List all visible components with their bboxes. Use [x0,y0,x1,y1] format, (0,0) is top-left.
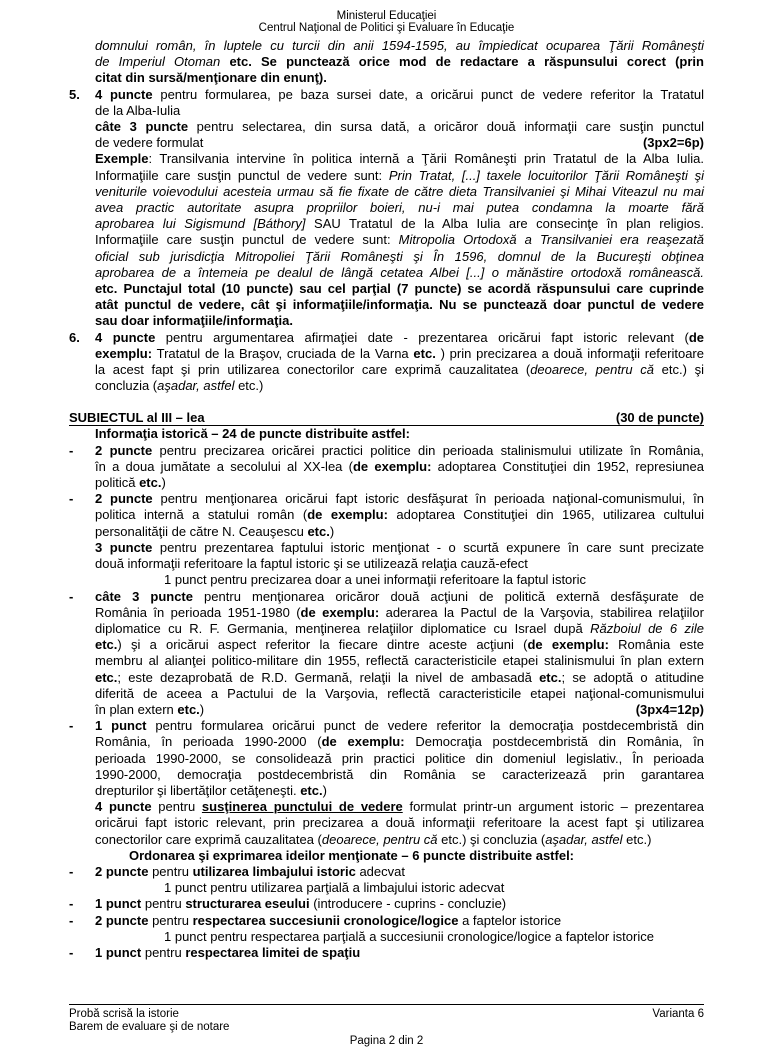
s3-bullet4-line2: România, în perioada 1990-2000 (de exemplu: Democraţia postdecembristă din România, în [95,734,704,750]
item5-example3: veniturile voievodului acesteia urmau să fie fixate de către dieta Transilvaniei şi Mihai Viteazul nu mai [95,183,704,199]
s3-bullet3-line3: diplomatice cu R. F. Germania, menţinerea relaţiilor diplomatice cu Israel după Războiul de 6 zile [95,620,704,636]
item5-line1: 5. 4 puncte pentru formularea, pe baza sursei date, a oricărui punct de vedere referitor la Tratatul [69,86,704,102]
s3-bullet3-line4: etc.) şi a oricărui aspect referitor la fiecare dintre aceste acţiuni (de exemplu: România este [95,637,704,653]
footer-variant: Varianta 6 [652,1008,704,1020]
item5-score: (3px2=6p) [642,135,704,151]
part1-line1: domnului român, în luptele cu turcii din anii 1594-1595, au împiedicat ocuparea Ţării Româneşti [95,38,704,53]
document-body [69,38,704,961]
footer-page-number: Pagina 2 din 2 [349,1035,424,1047]
item6-line1: 6. 4 puncte pentru argumentarea afirmaţiei date - prezentarea oricărui fapt istoric relevant (de [69,329,704,345]
item6-line3: la acest fapt şi prin utilizarea conectorilor care exprimă cauzalitatea (deoarece, pentru că etc.) şi [95,362,704,378]
s3-bullet3-line2: România în perioada 1951-1980 (de exemplu: aderarea la Pactul de la Varşovia, stabilirea relaţiilor [95,604,704,620]
item5-note1: etc. Punctajul total (10 puncte) sau cel parţial (7 puncte) se acordă răspunsului care cuprinde [95,281,704,297]
item5-example1: Exemple: Transilvania intervine în politica internă a Ţării Româneşti prin Tratatul de la Alba Iulia. [95,151,704,167]
item6-line4: concluzia (aşadar, astfel etc.) [95,378,264,394]
s3-bullet2-line3: personalităţii de către N. Ceauşescu etc.) [95,523,335,539]
s3-bullet2-line1: - 2 puncte pentru menţionarea oricărui fapt istoric desfăşurat în perioada naţional-comunismului, în [69,491,704,507]
item5-line2: de la Alba-Iulia [95,102,181,118]
order-item1-sub: 1 punct pentru utilizarea parţială a limbajului istoric adecvat [164,880,505,896]
header-ministry: Ministerul Educaţiei [336,10,437,22]
s3-bullet2-line2: politica internă a statului român (de exemplu: adoptarea Constituţiei din 1965, utilizarea cultului [95,507,705,523]
order-item3: - 2 puncte pentru respectarea succesiunii cronologice/logice a faptelor istorice [69,912,562,928]
item5-line4: de vedere formulat (3px2=6p) [95,135,704,151]
s3-bullet3-line5: membru al alianţei politico-militare din 1955, reflectă caracteristicile etapei stalinismului în plan extern [95,653,704,669]
section3-points: (30 de puncte) [615,410,704,426]
footer-exam: Probă scrisă la istorie [69,1008,179,1020]
order-item1: - 2 puncte pentru utilizarea limbajului istoric adecvat [69,863,405,879]
item5-number: 5. [69,86,80,102]
item6-line2: exemplu: Tratatul de la Braşov, cruciada de la Varna etc. ) prin precizarea a două informaţii referitoare [95,345,704,361]
s3-bullet4-line1: - 1 punct pentru formularea oricărui punct de vedere referitor la democraţia postdecembristă din [69,718,704,734]
item5-example6: Informaţiile care susţin punctul de vedere sunt: Mitropolia Ortodoxă a Transilvaniei era reaşezată [95,232,704,248]
footer-divider [69,1004,704,1005]
s3-bullet2-sub1: 3 puncte pentru prezentarea faptului istoric menţionat - o scurtă expunere în care sunt precizate [95,539,704,555]
section3-title: SUBIECTUL al III – lea (30 de puncte) [69,410,704,426]
s3-bullet4-line5: drepturilor şi libertăţilor cetăţeneşti. etc.) [95,782,327,798]
order-heading: Ordonarea şi exprimarea ideilor menţionate – 6 puncte distribuite astfel: [129,847,575,863]
part1-line3: citat din sursă/menţionare din enunţ). [95,70,327,86]
s3-bullet3-line8: în plan extern etc.) (3px4=12p) [95,701,704,717]
s3-bullet3-line7: diferită de aceea a Pactului de la Varşovia, reflectă caracteristicile etapei naţional-comunismului [95,685,704,701]
info-heading: Informaţia istorică – 24 de puncte distribuite astfel: [95,426,410,442]
s3-bullet1-line1: - 2 puncte pentru precizarea oricărei practici politice din perioada stalinismului utilizate în România, [69,442,704,458]
item5-line3: câte 3 puncte pentru selectarea, din sursa dată, a oricăror două informaţii care susţin punctul [95,119,704,135]
s3-bullet4-line3: perioada 1990-2000, se consolidează prin practici politice din domeniul legislativ., În perioada [95,750,704,766]
s3-bullet4-line4: 1990-2000, democraţia postdecembristă din România se caracterizează prin garantarea [95,766,704,782]
item5-example4: avea practic autoritate asupra propriilor boieri, nu-i mai putea condamna la moarte fără [95,200,704,216]
order-item3-sub: 1 punct pentru respectarea parţială a succesiunii cronologice/logice a faptelor istorice [164,928,654,944]
s3-bullet4-sub2: oricărui fapt istoric relevant, prin precizarea a două informaţii referitoare la acest fapt şi utilizarea [95,815,704,831]
s3-bullet4-sub3: conectorilor care exprimă cauzalitatea (deoarece, pentru că etc.) şi concluzia (aşadar, astfel etc.) [95,831,652,847]
order-item2: - 1 punct pentru structurarea eseului (introducere - cuprins - concluzie) [69,896,507,912]
item6-number: 6. [69,329,80,345]
part1-line2: de Imperiul Otoman etc. Se punctează orice mod de redactare a răspunsului corect (prin [95,54,704,70]
s3-bullet2-sub3: 1 punct pentru precizarea doar a unei informaţii referitoare la faptul istoric [164,572,586,588]
item5-example8: aprobarea de a întemeia pe dealul de lângă cetatea Albei [...] o mănăstire ortodoxă românească. [95,264,704,280]
item5-example2: Informaţiile care susţin punctul de vedere sunt: Prin Tratat, [...] taxele locuitorilor Ţării Româneşti şi [95,167,704,183]
item5-note2: atât punctul de vedere, cât şi informaţiile/informaţia. Nu se punctează doar punctul de vedere [95,297,704,313]
footer-barem: Barem de evaluare şi de notare [69,1021,230,1033]
item5-example7: oficial sub jurisdicţia Mitropoliei Ţării Româneşti şi În 1596, domnul de la Bucureşti obţinea [95,248,704,264]
s3-bullet4-sub1: 4 puncte pentru susţinerea punctului de vedere formulat printr-un argument istoric – prezentarea [95,799,704,815]
item5-example5: aprobarea lui Sigismund [Báthory] SAU Tratatul de la Alba Iulia are consecinţe în plan religios. [95,216,704,232]
s3-bullet3-score: (3px4=12p) [635,701,704,717]
s3-bullet3-line6: etc.; este dezaprobată de R.D. Germană, relaţii la nivel de ambasadă etc.; se adoptă o atitudine [95,669,705,685]
header-center: Centrul Naţional de Politici şi Evaluare în Educaţie [258,22,515,34]
s3-bullet2-sub2: două informaţii referitoare la faptul istoric şi se utilizează relaţia cauză-efect [95,556,528,572]
order-item4: - 1 punct pentru respectarea limitei de spaţiu [69,944,361,960]
s3-bullet1-line3: politică etc.) [95,475,166,491]
s3-bullet1-line2: în a doua jumătate a secolului al XX-lea (de exemplu: adoptarea Constituţiei din 1952, represiunea [95,458,704,474]
item5-note3: sau doar informaţiile/informaţia. [95,313,293,329]
s3-bullet3-line1: - câte 3 puncte pentru menţionarea oricăror două acţiuni de politică externă desfăşurate de [69,588,704,604]
